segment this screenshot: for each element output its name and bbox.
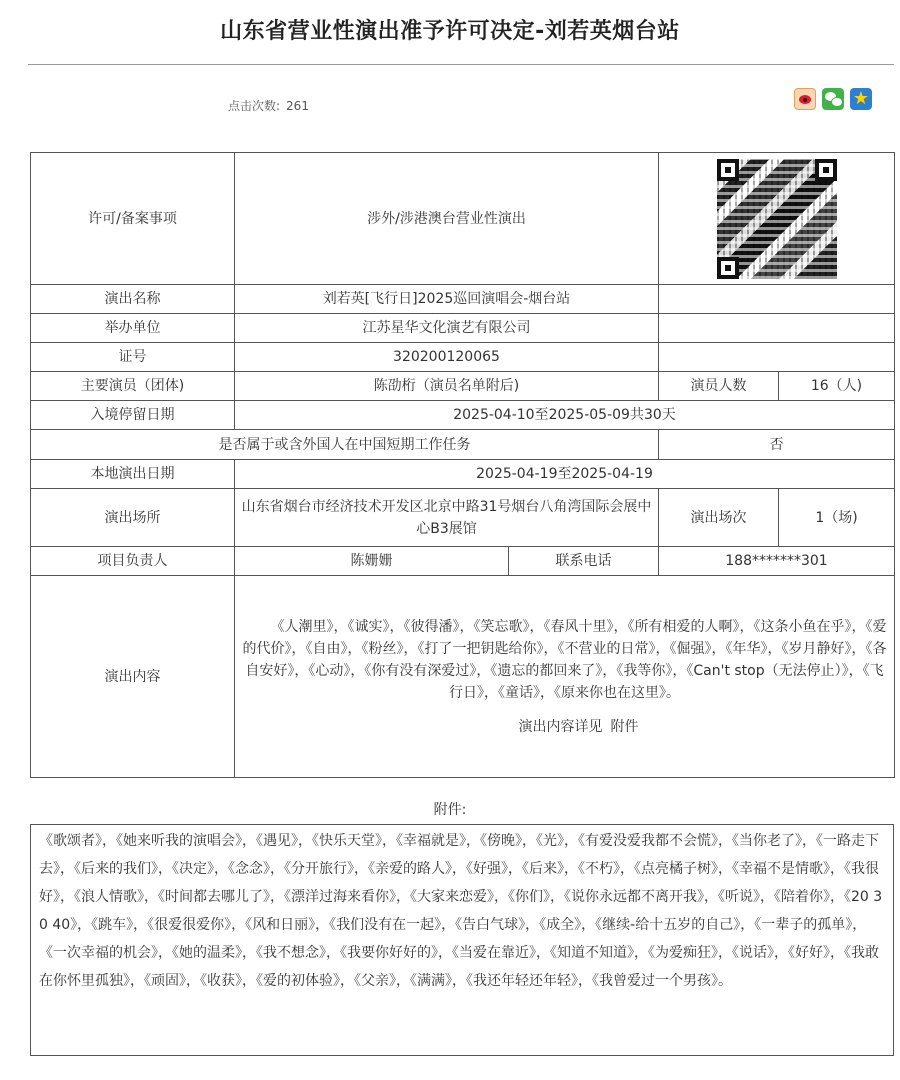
permit-label: 许可/备案事项 <box>31 153 235 285</box>
manager-value: 陈姗姗 <box>235 547 509 576</box>
organizer-value: 江苏星华文化演艺有限公司 <box>235 314 659 343</box>
content-song-list: 《人潮里》，《诚实》，《彼得潘》，《笑忘歌》，《春风十里》，《所有相爱的人啊》，《这条小鱼在乎》，《爱的代价》，《自由》，《粉丝》，《打了一把钥匙给你》，《不营业的日常》，《倔强》，《年华》，《岁月静好》，《各自安好》，《心动》，《你有没有深爱过》，《遗忘的都回来了》，《我等你》，《Can't stop（无法停止）》，《飞行日》，《童话》，《原来你也在这里》。 <box>242 618 887 701</box>
phone-label: 联系电话 <box>509 547 659 576</box>
table-row <box>31 576 895 778</box>
organizer-label: 举办单位 <box>31 314 235 343</box>
stay-label: 入境停留日期 <box>31 401 235 430</box>
stay-value: 2025-04-10至2025-05-09共30天 <box>235 401 895 430</box>
wechat-icon[interactable] <box>822 88 844 110</box>
content-cell <box>235 576 895 778</box>
performer-value: 陈劭桁（演员名单附后) <box>235 372 659 401</box>
share-toolbar <box>794 88 872 110</box>
local-date-label: 本地演出日期 <box>31 460 235 489</box>
page-title: 山东省营业性演出准予许可决定-刘若英烟台站 <box>220 19 680 44</box>
cert-value: 320200120065 <box>235 343 659 372</box>
performer-count-value: 16（人) <box>779 372 895 401</box>
phone-value: 188*******301 <box>659 547 895 576</box>
attachment-link[interactable]: 附件 <box>610 718 639 735</box>
show-name-label: 演出名称 <box>31 285 235 314</box>
permit-table <box>30 152 895 778</box>
table-row <box>31 489 895 547</box>
sessions-value: 1（场) <box>779 489 895 547</box>
title-divider <box>28 64 894 65</box>
performer-label: 主要演员（团体) <box>31 372 235 401</box>
weibo-icon[interactable] <box>794 88 816 110</box>
attachment-song-list: 《歌颂者》，《她来听我的演唱会》，《遇见》，《快乐天堂》，《幸福就是》，《傍晚》，《光》，《有爱没爱我都不会慌》，《当你老了》，《一路走下去》，《后来的我们》，《决定》，《念念》，《分开旅行》，《亲爱的路人》，《好强》，《后来》，《不朽》，《点亮橘子树》，《幸福不是情歌》，《我很好》，《浪人情歌》，《时间都去哪儿了》，《漂洋过海来看你》，《大家来恋爱》，《你们》，《说你永远都不离开我》，《听说》，《陪着你》，《20 30 40》，《跳车》，《很爱很爱你》，《风和日丽》，《我们没有在一起》，《告白气球》，《成全》，《继续-给十五岁的自己》，《一辈子的孤单》，《一次幸福的机会》，《她的温柔》，《我不想念》，《我要你好好的》，《当爱在靠近》，《知道不知道》，《为爱痴狂》，《说话》，《好好》，《我敢在你怀里孤独》，《顽固》，《收获》，《爱的初体验》，《父亲》，《满满》，《我还年轻还年轻》，《我曾爱过一个男孩》。 <box>30 824 894 1056</box>
sessions-label: 演出场次 <box>659 489 779 547</box>
content-label: 演出内容 <box>31 576 235 778</box>
show-name-value: 刘若英[飞行日]2025巡回演唱会-烟台站 <box>235 285 659 314</box>
table-row <box>31 401 895 430</box>
hit-counter-value: 261 <box>286 99 309 113</box>
qr-code-image <box>717 159 837 279</box>
table-row <box>31 372 895 401</box>
table-row <box>31 153 895 285</box>
table-row <box>31 430 895 460</box>
attachment-heading: 附件: <box>433 802 467 818</box>
venue-label: 演出场所 <box>31 489 235 547</box>
performer-count-label: 演员人数 <box>659 372 779 401</box>
manager-label: 项目负责人 <box>31 547 235 576</box>
content-detail-label: 演出内容详见 <box>518 718 603 735</box>
table-row <box>31 547 895 576</box>
local-date-value: 2025-04-19至2025-04-19 <box>235 460 895 489</box>
table-row <box>31 460 895 489</box>
table-row <box>31 285 895 314</box>
table-row <box>31 343 895 372</box>
qr-code-cell <box>659 153 895 285</box>
hit-counter <box>228 97 309 114</box>
work-question: 是否属于或含外国人在中国短期工作任务 <box>31 430 659 460</box>
work-answer: 否 <box>659 430 895 460</box>
table-row <box>31 314 895 343</box>
venue-value: 山东省烟台市经济技术开发区北京中路31号烟台八角湾国际会展中心B3展馆 <box>235 489 659 547</box>
content-detail <box>241 716 888 738</box>
permit-value: 涉外/涉港澳台营业性演出 <box>235 153 659 285</box>
favorite-star-icon[interactable]: ★ <box>850 88 872 110</box>
hit-counter-label: 点击次数: <box>228 99 281 113</box>
cert-label: 证号 <box>31 343 235 372</box>
